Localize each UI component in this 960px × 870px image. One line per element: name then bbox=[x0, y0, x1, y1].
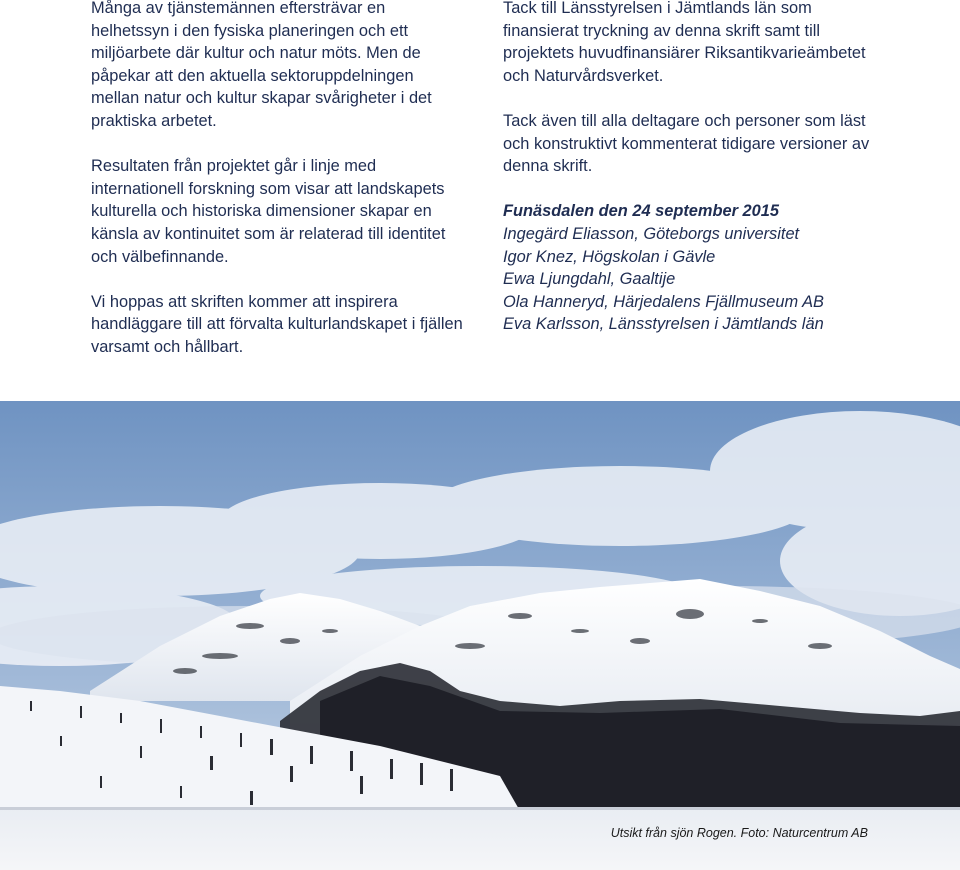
paragraph: Många av tjänstemännen eftersträvar en helhetssyn i den fysiska planeringen och ett miljöarbete där kultur och natur möts. Men de påpekar att den aktuella sektoruppdelningen mellan natur och kultur skapar svårigheter i det praktiska arbetet. bbox=[91, 0, 432, 130]
signature-date: Funäsdalen den 24 september 2015 bbox=[503, 202, 780, 221]
mountain-landscape-image bbox=[0, 401, 960, 870]
signature-author: Igor Knez, Högskolan i Gävle bbox=[503, 247, 716, 266]
paragraph: Resultaten från projektet går i linje med internationell forskning som visar att landskapets kulturella och historiska dimensioner skapar en känsla av kontinuitet som är relaterad till identitet och välbefinnande. bbox=[91, 157, 446, 266]
right-column bbox=[503, 0, 883, 336]
paragraph: Vi hoppas att skriften kommer att inspirera handläggare till att förvalta kulturlandskapet i fjällen varsamt och hållbart. bbox=[91, 292, 463, 356]
left-column bbox=[91, 0, 463, 381]
signature-author: Eva Karlsson, Länsstyrelsen i Jämtlands län bbox=[503, 315, 824, 334]
paragraph: Tack till Länsstyrelsen i Jämtlands län som finansierat tryckning av denna skrift samt till projektets huvudfinansiärer Riksantikvarieämbetet och Naturvårdsverket. bbox=[503, 0, 866, 85]
signature-author: Ola Hanneryd, Härjedalens Fjällmuseum AB bbox=[503, 292, 824, 311]
landscape-photo bbox=[0, 401, 960, 870]
signature-author: Ewa Ljungdahl, Gaaltije bbox=[503, 270, 676, 289]
signature-author: Ingegärd Eliasson, Göteborgs universitet bbox=[503, 224, 800, 243]
paragraph: Tack även till alla deltagare och personer som läst och konstruktivt kommenterat tidigare versioner av denna skrift. bbox=[503, 111, 870, 176]
photo-caption: Utsikt från sjön Rogen. Foto: Naturcentrum AB bbox=[610, 826, 868, 840]
signature-block bbox=[503, 200, 883, 336]
